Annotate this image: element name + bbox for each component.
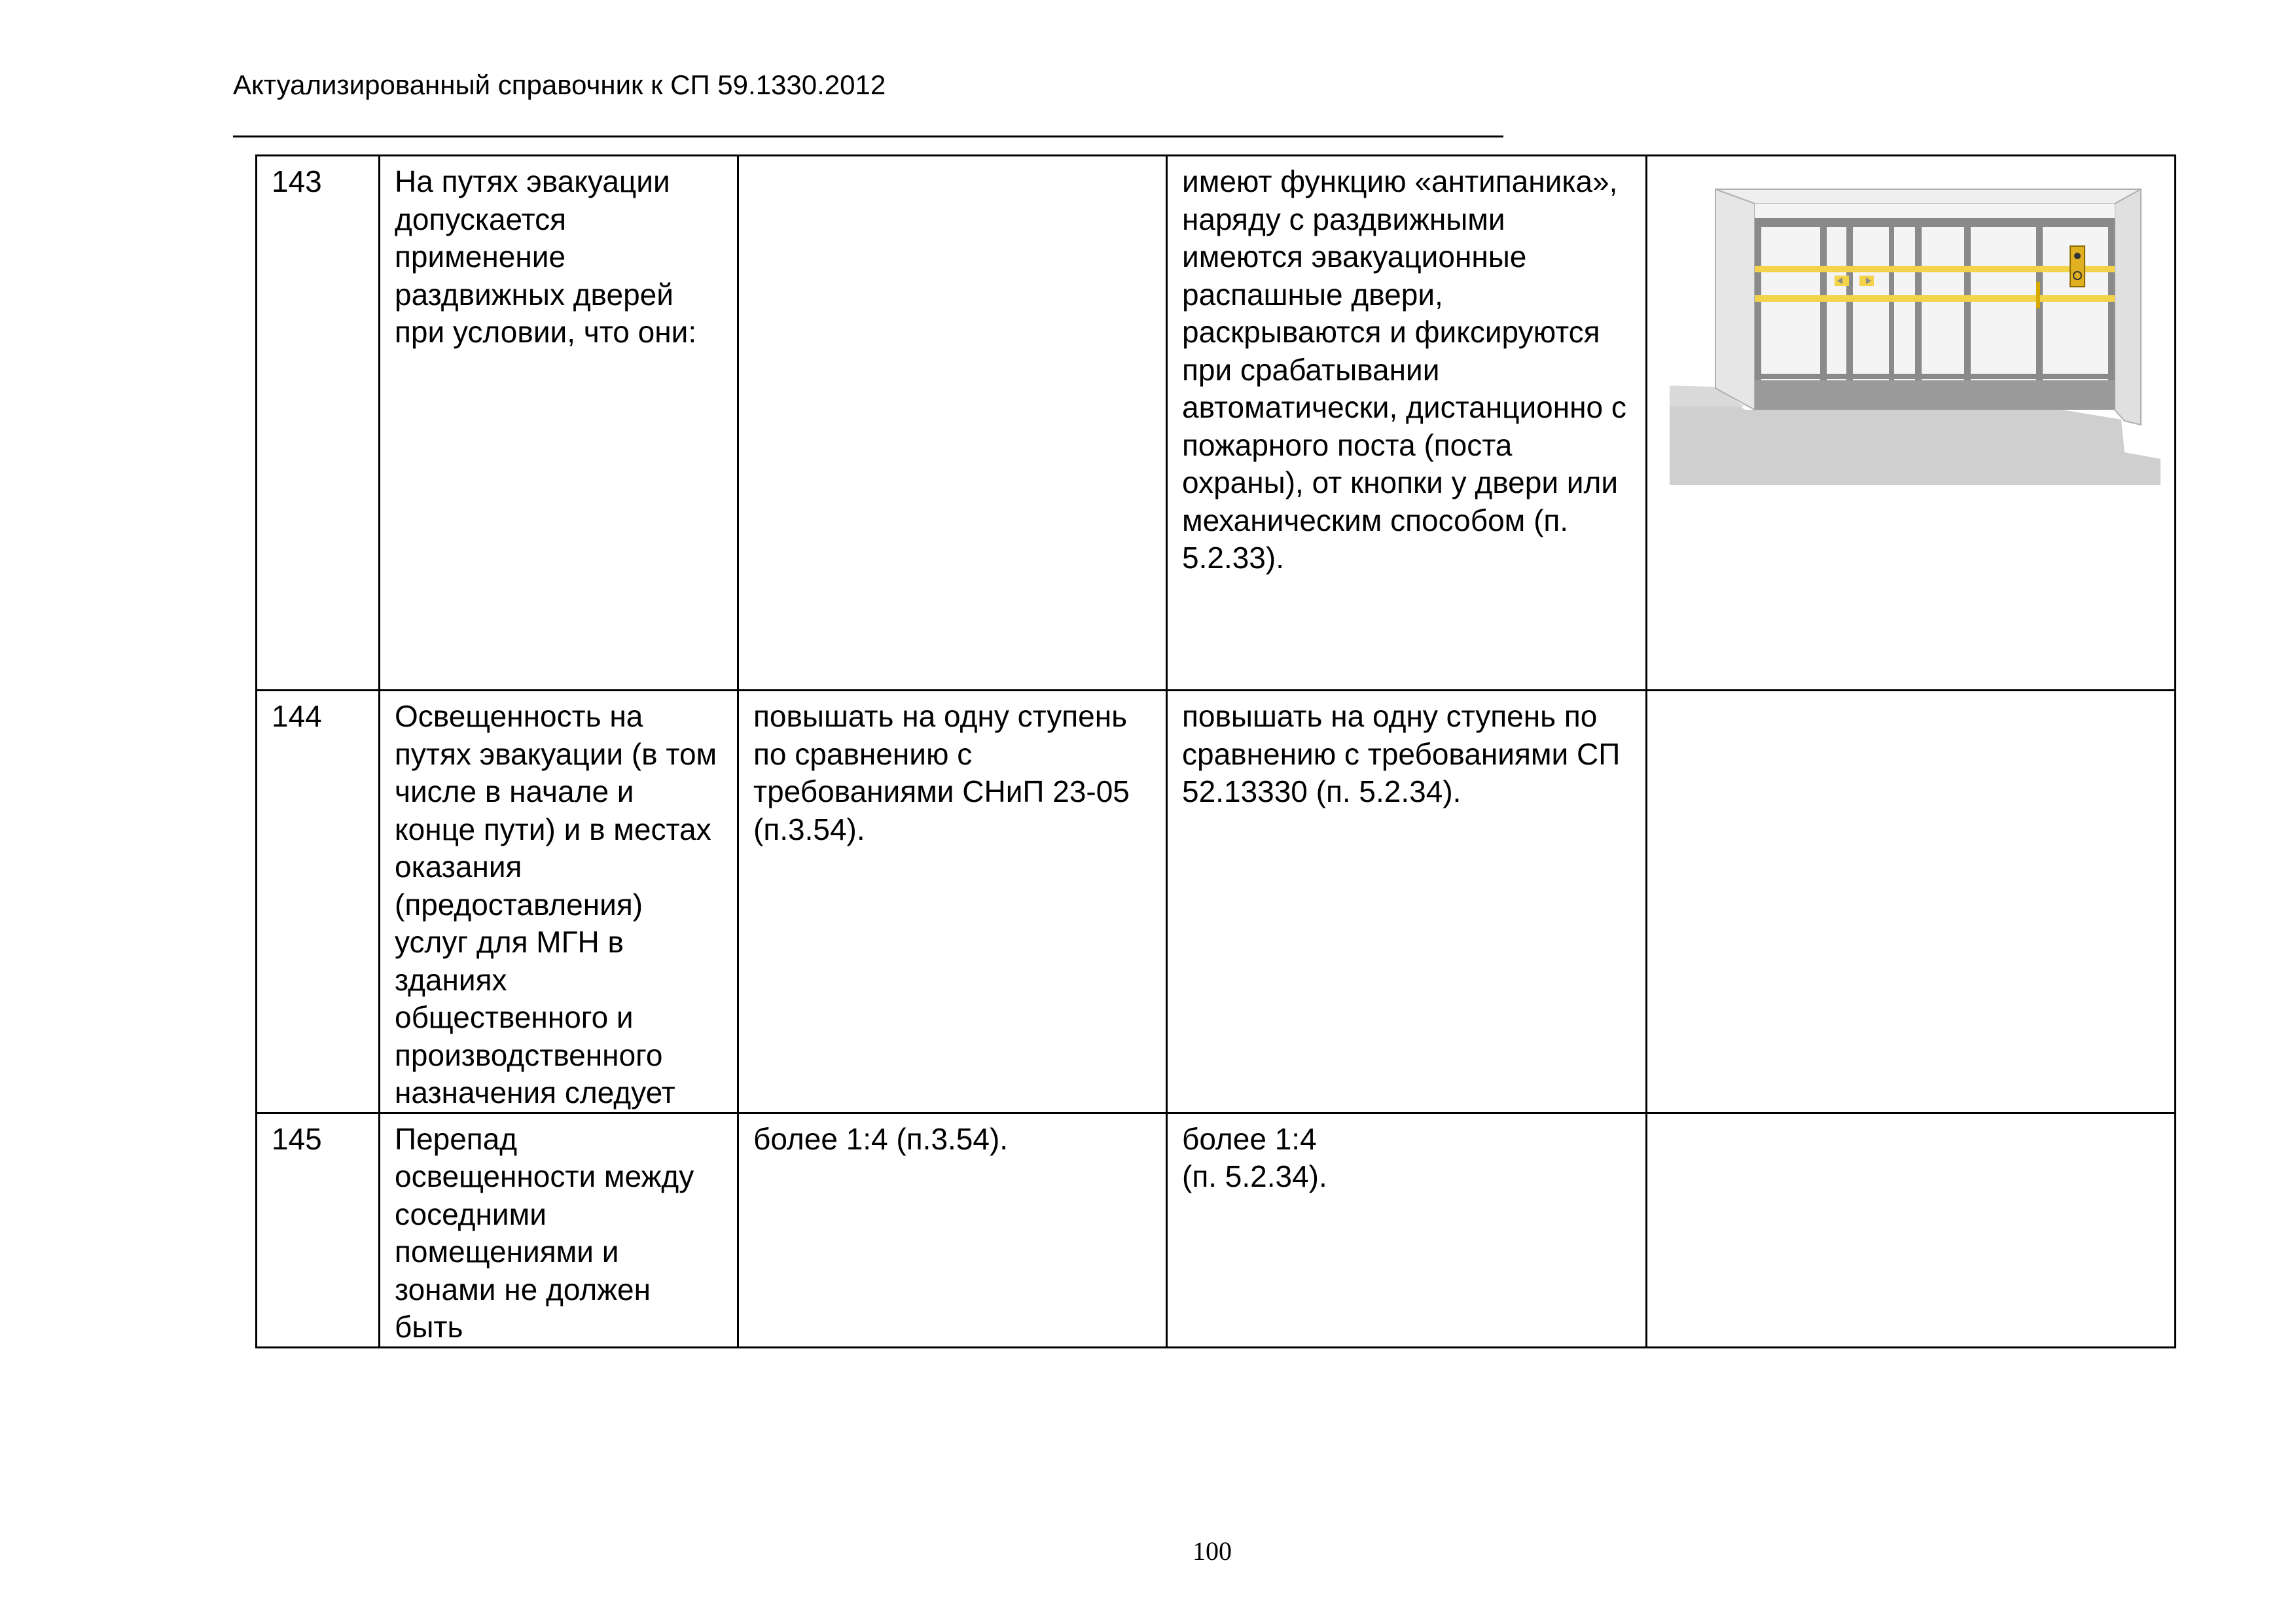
table-row — [257, 156, 2176, 691]
sp-cell: повышать на одну ступень по сравнению с требованиями СП 52.13330 (п. 5.2.34). — [1167, 691, 1647, 1113]
row-number: 144 — [257, 691, 380, 1113]
sp-cell: имеют функцию «антипаника», наряду с раздвижными имеются эвакуационные распашные двери, раскрываются и фиксируются при срабатывании автоматически, дистанционно с пожарного поста (поста охраны), от кнопки у двери или механическим способом (п. 5.2.33). — [1167, 156, 1647, 691]
sliding-doors-illustration — [1670, 184, 2161, 485]
snip-cell: более 1:4 (п.3.54). — [738, 1113, 1167, 1347]
snip-cell — [738, 156, 1167, 691]
requirement-cell: Перепад освещенности между соседними помещениями и зонами не должен быть — [380, 1113, 738, 1347]
header-rule — [233, 135, 1503, 137]
table-row — [257, 1113, 2176, 1347]
page-number: 100 — [1193, 1536, 1232, 1566]
row-number: 145 — [257, 1113, 380, 1347]
requirement-cell: Освещенность на путях эвакуации (в том числе в начале и конце пути) и в местах оказания (предоставления) услуг для МГН в зданиях общественного и производственного назначения следует — [380, 691, 738, 1113]
running-header: Актуализированный справочник к СП 59.1330.2012 — [233, 69, 886, 100]
snip-cell: повышать на одну ступень по сравнению с требованиями СНиП 23-05 (п.3.54). — [738, 691, 1167, 1113]
sp-cell: более 1:4 (п. 5.2.34). — [1167, 1113, 1647, 1347]
requirement-cell: На путях эвакуации допускается применение раздвижных дверей при условии, что они: — [380, 156, 738, 691]
requirements-table — [255, 154, 2176, 1348]
illustration-cell — [1647, 156, 2176, 691]
illustration-cell — [1647, 1113, 2176, 1347]
row-number: 143 — [257, 156, 380, 691]
table-row — [257, 691, 2176, 1113]
illustration-cell — [1647, 691, 2176, 1113]
